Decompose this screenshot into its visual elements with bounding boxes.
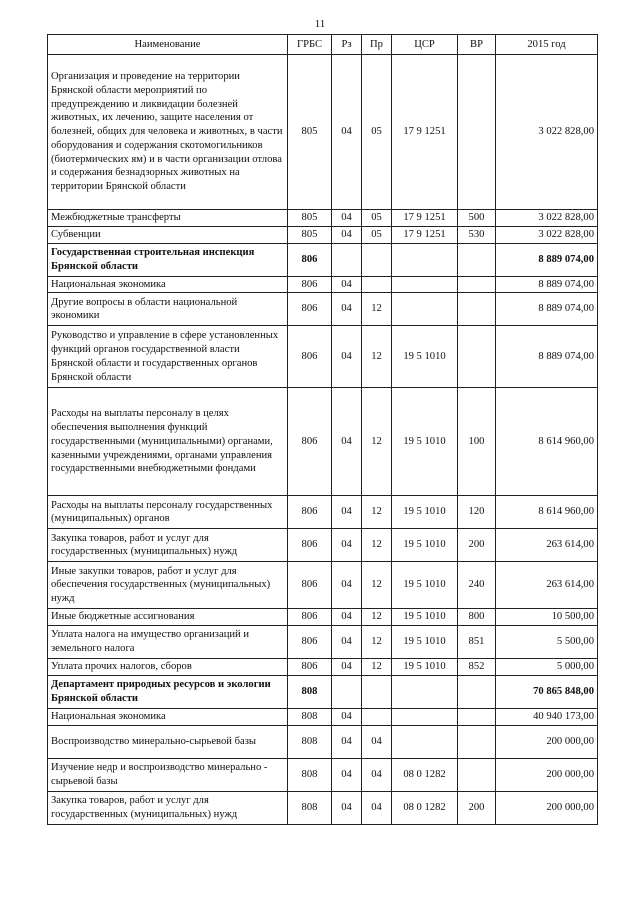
page-number: 11 <box>314 18 326 30</box>
cell-name: Организация и проведение на территории Брянской области мероприятий по предупреждению и ликвидации болезней животных, их лечению, защите населения от болезней, общих для человека и животных, в части оборудования и содержания скотомогильников (биотермических ям) и в части организации отлова и содержания безнадзорных животных на территории Брянской области <box>48 55 288 210</box>
cell-name: Воспроизводство минерально-сырьевой базы <box>48 725 288 758</box>
table-row <box>48 675 598 708</box>
cell-name: Государственная строительная инспекция Брянской области <box>48 243 288 276</box>
cell-csr <box>392 243 458 276</box>
cell-csr: 08 0 1282 <box>392 791 458 824</box>
cell-rz: 04 <box>332 388 362 496</box>
table-row <box>48 388 598 496</box>
cell-amount: 8 614 960,00 <box>496 388 598 496</box>
cell-grbs: 808 <box>288 791 332 824</box>
cell-pr: 04 <box>362 791 392 824</box>
table-row <box>48 708 598 725</box>
cell-vr: 200 <box>458 791 496 824</box>
cell-rz: 04 <box>332 659 362 676</box>
cell-vr <box>458 725 496 758</box>
cell-pr: 12 <box>362 659 392 676</box>
table-row <box>48 226 598 243</box>
cell-csr: 19 5 1010 <box>392 496 458 529</box>
cell-pr: 12 <box>362 529 392 562</box>
cell-grbs: 806 <box>288 243 332 276</box>
cell-grbs: 808 <box>288 725 332 758</box>
cell-rz: 04 <box>332 293 362 326</box>
cell-grbs: 808 <box>288 675 332 708</box>
cell-vr: 120 <box>458 496 496 529</box>
cell-name: Межбюджетные трансферты <box>48 210 288 227</box>
cell-pr: 12 <box>362 609 392 626</box>
header-name: Наименование <box>48 35 288 55</box>
cell-amount: 263 614,00 <box>496 529 598 562</box>
table-row <box>48 758 598 791</box>
cell-grbs: 805 <box>288 55 332 210</box>
cell-rz: 04 <box>332 55 362 210</box>
cell-amount: 263 614,00 <box>496 562 598 609</box>
cell-grbs: 806 <box>288 609 332 626</box>
table-row <box>48 326 598 388</box>
table-header-row <box>48 35 598 55</box>
cell-amount: 8 889 074,00 <box>496 326 598 388</box>
cell-name: Изучение недр и воспроизводство минерально - сырьевой базы <box>48 758 288 791</box>
cell-rz: 04 <box>332 708 362 725</box>
cell-amount: 200 000,00 <box>496 725 598 758</box>
cell-amount: 8 889 074,00 <box>496 293 598 326</box>
cell-name: Расходы на выплаты персоналу в целях обеспечения выполнения функций государственными (муниципальными) органами, казенными учреждениями, органами управления государственными внебюджетными фондами <box>48 388 288 496</box>
cell-grbs: 805 <box>288 226 332 243</box>
table-row <box>48 276 598 293</box>
cell-grbs: 805 <box>288 210 332 227</box>
cell-rz: 04 <box>332 496 362 529</box>
cell-rz: 04 <box>332 725 362 758</box>
cell-name: Уплата прочих налогов, сборов <box>48 659 288 676</box>
cell-csr: 17 9 1251 <box>392 210 458 227</box>
cell-amount: 8 889 074,00 <box>496 276 598 293</box>
cell-pr: 04 <box>362 725 392 758</box>
cell-pr: 12 <box>362 388 392 496</box>
cell-vr <box>458 675 496 708</box>
cell-csr <box>392 675 458 708</box>
cell-pr: 12 <box>362 562 392 609</box>
cell-amount: 200 000,00 <box>496 758 598 791</box>
cell-vr: 500 <box>458 210 496 227</box>
cell-vr <box>458 276 496 293</box>
table-row <box>48 210 598 227</box>
cell-pr <box>362 276 392 293</box>
cell-grbs: 806 <box>288 496 332 529</box>
cell-vr: 100 <box>458 388 496 496</box>
table-row <box>48 562 598 609</box>
cell-amount: 8 614 960,00 <box>496 496 598 529</box>
budget-table <box>47 34 598 825</box>
cell-grbs: 806 <box>288 626 332 659</box>
cell-csr: 19 5 1010 <box>392 326 458 388</box>
cell-pr: 04 <box>362 758 392 791</box>
cell-grbs: 806 <box>288 659 332 676</box>
cell-name: Другие вопросы в области национальной экономики <box>48 293 288 326</box>
cell-grbs: 806 <box>288 293 332 326</box>
header-pr: Пр <box>362 35 392 55</box>
cell-pr: 05 <box>362 55 392 210</box>
cell-csr <box>392 725 458 758</box>
cell-rz: 04 <box>332 210 362 227</box>
table-row <box>48 496 598 529</box>
header-vr: ВР <box>458 35 496 55</box>
cell-grbs: 806 <box>288 326 332 388</box>
header-year: 2015 год <box>496 35 598 55</box>
table-row <box>48 243 598 276</box>
cell-name: Руководство и управление в сфере установленных функций органов государственной власти Брянской области и государственных органов Брянской области <box>48 326 288 388</box>
cell-rz: 04 <box>332 609 362 626</box>
cell-name: Иные бюджетные ассигнования <box>48 609 288 626</box>
cell-vr: 800 <box>458 609 496 626</box>
cell-pr: 12 <box>362 293 392 326</box>
cell-grbs: 806 <box>288 276 332 293</box>
cell-amount: 3 022 828,00 <box>496 55 598 210</box>
cell-pr: 12 <box>362 626 392 659</box>
table-row <box>48 791 598 824</box>
cell-pr: 05 <box>362 226 392 243</box>
cell-vr <box>458 55 496 210</box>
cell-vr <box>458 326 496 388</box>
table-row <box>48 659 598 676</box>
table-row <box>48 55 598 210</box>
cell-csr: 17 9 1251 <box>392 226 458 243</box>
cell-name: Национальная экономика <box>48 708 288 725</box>
cell-csr: 19 5 1010 <box>392 529 458 562</box>
cell-vr: 530 <box>458 226 496 243</box>
cell-rz: 04 <box>332 758 362 791</box>
cell-name: Закупка товаров, работ и услуг для государственных (муниципальных) нужд <box>48 791 288 824</box>
table-row <box>48 293 598 326</box>
cell-amount: 40 940 173,00 <box>496 708 598 725</box>
cell-grbs: 808 <box>288 758 332 791</box>
cell-amount: 5 000,00 <box>496 659 598 676</box>
cell-csr <box>392 293 458 326</box>
cell-vr <box>458 293 496 326</box>
cell-vr: 851 <box>458 626 496 659</box>
cell-amount: 70 865 848,00 <box>496 675 598 708</box>
cell-amount: 3 022 828,00 <box>496 226 598 243</box>
table-row <box>48 626 598 659</box>
table-row <box>48 609 598 626</box>
cell-csr: 19 5 1010 <box>392 609 458 626</box>
cell-amount: 5 500,00 <box>496 626 598 659</box>
cell-amount: 8 889 074,00 <box>496 243 598 276</box>
cell-rz: 04 <box>332 562 362 609</box>
cell-vr: 240 <box>458 562 496 609</box>
cell-rz: 04 <box>332 626 362 659</box>
cell-vr: 852 <box>458 659 496 676</box>
header-rz: Рз <box>332 35 362 55</box>
cell-vr <box>458 243 496 276</box>
cell-grbs: 806 <box>288 388 332 496</box>
cell-rz: 04 <box>332 326 362 388</box>
cell-csr <box>392 708 458 725</box>
cell-pr <box>362 675 392 708</box>
table-row <box>48 725 598 758</box>
cell-rz: 04 <box>332 226 362 243</box>
cell-amount: 10 500,00 <box>496 609 598 626</box>
cell-grbs: 808 <box>288 708 332 725</box>
cell-name: Расходы на выплаты персоналу государственных (муниципальных) органов <box>48 496 288 529</box>
cell-pr: 05 <box>362 210 392 227</box>
cell-csr: 19 5 1010 <box>392 562 458 609</box>
table-row <box>48 529 598 562</box>
header-grbs: ГРБС <box>288 35 332 55</box>
cell-vr: 200 <box>458 529 496 562</box>
cell-rz: 04 <box>332 529 362 562</box>
cell-vr <box>458 708 496 725</box>
cell-rz: 04 <box>332 791 362 824</box>
cell-pr: 12 <box>362 326 392 388</box>
cell-csr: 17 9 1251 <box>392 55 458 210</box>
header-csr: ЦСР <box>392 35 458 55</box>
cell-vr <box>458 758 496 791</box>
cell-name: Субвенции <box>48 226 288 243</box>
cell-name: Национальная экономика <box>48 276 288 293</box>
cell-name: Иные закупки товаров, работ и услуг для обеспечения государственных (муниципальных) нужд <box>48 562 288 609</box>
cell-csr: 19 5 1010 <box>392 659 458 676</box>
cell-pr: 12 <box>362 496 392 529</box>
cell-rz <box>332 675 362 708</box>
cell-rz <box>332 243 362 276</box>
cell-name: Уплата налога на имущество организаций и земельного налога <box>48 626 288 659</box>
cell-name: Департамент природных ресурсов и экологии Брянской области <box>48 675 288 708</box>
cell-grbs: 806 <box>288 562 332 609</box>
cell-pr <box>362 243 392 276</box>
cell-pr <box>362 708 392 725</box>
cell-csr: 19 5 1010 <box>392 626 458 659</box>
cell-csr: 08 0 1282 <box>392 758 458 791</box>
cell-amount: 200 000,00 <box>496 791 598 824</box>
cell-csr: 19 5 1010 <box>392 388 458 496</box>
cell-amount: 3 022 828,00 <box>496 210 598 227</box>
cell-rz: 04 <box>332 276 362 293</box>
cell-csr <box>392 276 458 293</box>
cell-name: Закупка товаров, работ и услуг для государственных (муниципальных) нужд <box>48 529 288 562</box>
cell-grbs: 806 <box>288 529 332 562</box>
